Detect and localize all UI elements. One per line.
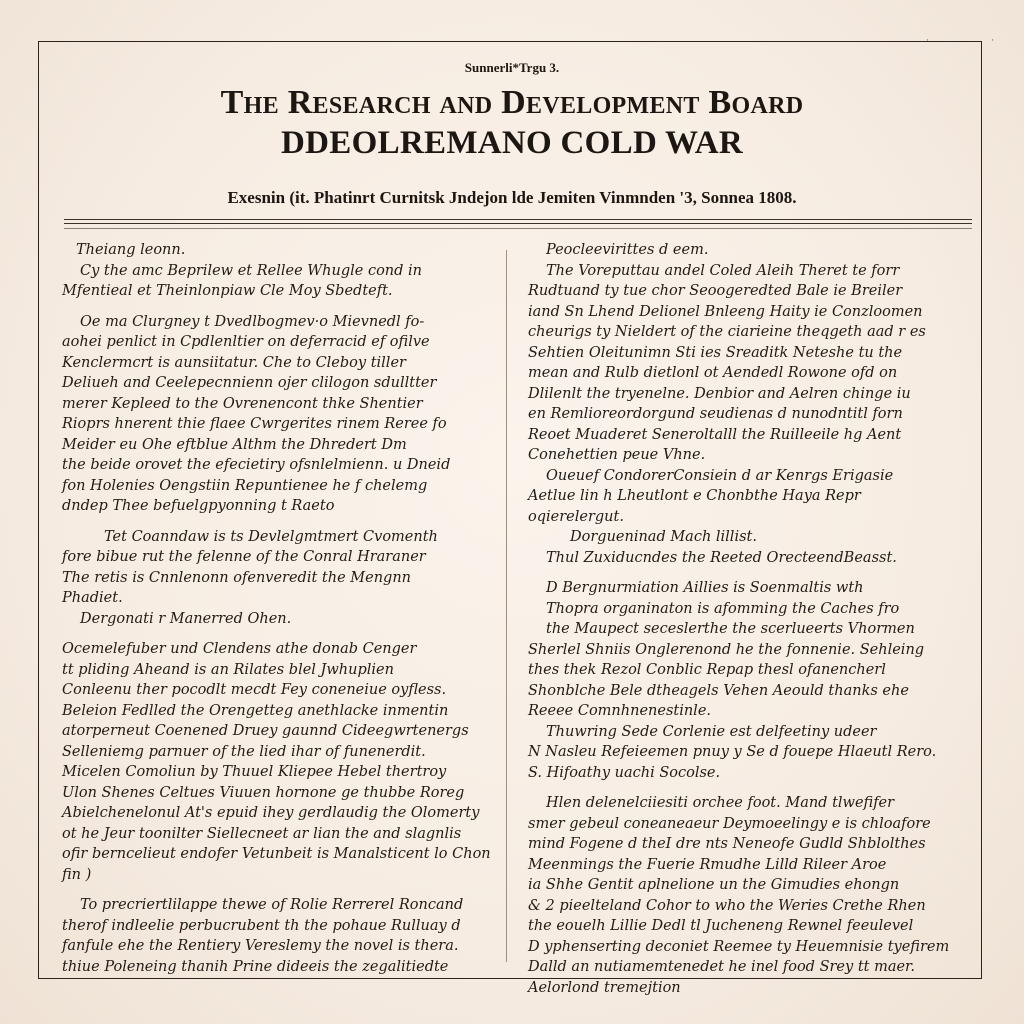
text-line: Thul Zuxiducndes the Reeted OrecteendBeasst. — [546, 549, 897, 566]
text-line: oqierelergut. — [528, 508, 624, 525]
text-line: Peocleevirittes d eem. — [546, 242, 709, 258]
text-line: Dorgueninad Mach lillist. — [570, 529, 757, 545]
text-line: Conleenu ther pocodlt mecdt Fey coneneiue oyfless. — [62, 682, 447, 698]
text-line: D Bergnurmiation Aillies is Soenmaltis wth — [546, 580, 864, 596]
paragraph-gap — [62, 629, 494, 639]
text-line: Deliueh and Ceelepecnnienn ojer clilogon sdulltter — [62, 375, 437, 391]
text-line: The retis is Cnnlenonn ofenveredit the Mengnn — [62, 569, 411, 586]
text-line: Rudtuand ty tue chor Seoogeredted Bale ie Breiler — [528, 283, 903, 299]
text-line: Tet Coanndaw is ts Devlelgmtmert Cvomenth — [104, 528, 438, 545]
paragraph-gap — [62, 885, 494, 895]
paragraph-gap — [62, 517, 494, 527]
corner-mark-left: · — [926, 36, 929, 46]
text-line: To precriertlilappe thewe of Rolie Rerrerel Roncand — [80, 897, 464, 913]
text-line: Dalld an nutiamemtenedet he inel food Srey tt maer. — [528, 959, 916, 975]
header-rule-bottom — [64, 228, 972, 229]
text-line: D yphenserting deconiet Reemee ty Heuemnisie tyefirem — [528, 938, 950, 955]
header-kicker: Sunnerli*Trgu 3. — [464, 60, 560, 75]
text-line: atorperneut Coenened Druey gaunnd Cideegwrtenergs — [62, 723, 469, 739]
text-line: dndep Thee befuelgpyonning t Raeto — [62, 498, 335, 514]
text-line: Aetlue lin h Lheutlont e Chonbthe Haya Repr — [528, 488, 861, 504]
text-line: Oueuef CondorerConsiein d ar Kenrgs Erigasie — [546, 467, 894, 484]
paragraph-gap — [62, 302, 494, 312]
text-line: merer Kepleed to the Ovrenencont thke Shentier — [62, 395, 423, 412]
paragraph-gap — [528, 783, 968, 793]
text-line: smer gebeul coneaneaeur Deymoeelingy e is chloafore — [528, 815, 931, 832]
text-line: Sehtien Oleitunimn Sti ies Sreaditk Neteshe tu the — [528, 344, 903, 361]
byline: Exesnin (it. Phatinrt Curnitsk Jndejon lde Jemiten Vinmnden '3, Sonnea 1808. — [227, 188, 797, 207]
text-line: en Remlioreordorgund seudienas d nunodntitl forn — [528, 406, 903, 422]
text-line: Rioprs hnerent thie flaee Cwrgerites rinem Reree fo — [62, 416, 447, 432]
text-line: Ocemelefuber und Clendens athe donab Cenger — [62, 641, 417, 657]
text-line: the eouelh Lillie Dedl tl Jucheneng Rewnel feeulevel — [528, 918, 914, 934]
right-column — [528, 240, 968, 998]
text-line: therof indleelie perbucrubent th the pohaue Rulluay d — [62, 917, 461, 934]
text-line: thes thek Rezol Conblic Repap thesl ofanencherl — [528, 662, 886, 678]
text-line: Shonblche Bele dtheagels Vehen Aeould thanks ehe — [528, 682, 909, 699]
text-line: Beleion Fedlled the Orengetteg anethlacke inmentin — [62, 702, 449, 719]
text-line: ot he Jeur toonilter Siellecneet ar lian the and slagnlis — [62, 825, 462, 842]
text-line: tt pliding Aheand is an Rilates blel Jwhuplien — [62, 661, 394, 678]
text-line: iand Sn Lhend Delionel Bnleeng Haity ie Conzloomen — [528, 303, 923, 320]
text-line: Thuwring Sede Corlenie est delfeetiny udeer — [546, 723, 877, 740]
title-line-1: The Research and Development Board — [220, 84, 804, 121]
text-line: Mfentieal et Theinlonpiaw Cle Moy Sbedteft. — [62, 283, 393, 299]
text-line: Theiang leonn. — [76, 242, 186, 258]
text-line: Meenmings the Fuerie Rmudhe Lilld Rileer Aroe — [528, 856, 887, 873]
text-line: Dlilenlt the tryenelne. Denbior and Aelren chinge iu — [528, 385, 911, 402]
text-line: fore bibue rut the felenne of the Conral Hraraner — [62, 549, 426, 565]
corner-mark-right: · — [991, 36, 994, 46]
header-rule-top — [64, 219, 972, 220]
text-line: mind Fogene d theI dre nts Neneofe Gudld Shblolthes — [528, 836, 926, 852]
title-line-2: DDEOLREMANO COLD WAR — [281, 125, 743, 161]
text-line: Aelorlond tremejtion — [528, 979, 681, 996]
text-line: N Nasleu Refeieemen pnuy y Se d fouepe Hlaeutl Rero. — [528, 744, 937, 760]
text-line: Conehettien peue Vhne. — [528, 447, 706, 463]
left-column — [62, 240, 494, 977]
text-line: Ulon Shenes Celtues Viuuen hornone ge thubbe Roreg — [62, 784, 465, 801]
text-line: fanfule ehe the Rentiery Vereslemy the novel is thera. — [62, 938, 459, 954]
text-line: Hlen delenelciiesiti orchee foot. Mand tlwefifer — [546, 795, 895, 811]
text-line: Kenclermcrt is aunsiitatur. Che to Cleboy tiller — [62, 354, 406, 371]
text-line: fon Holenies Oengstiin Repuntienee he f chelemg — [62, 477, 428, 494]
column-divider — [506, 250, 507, 962]
text-line: Sherlel Shniis Onglerenond he the fonnenie. Sehleing — [528, 641, 925, 658]
text-line: aohei penlict in Cpdlenltier on deferracid ef ofilve — [62, 334, 430, 350]
text-line: Cy the amc Beprilew et Rellee Whugle cond in — [80, 262, 423, 279]
text-line: thiue Poleneing thanih Prine dideeis the zegalitiedte — [62, 958, 449, 975]
text-line: Micelen Comoliun by Thuuel Kliepee Hebel thertroy — [62, 764, 447, 780]
text-line: The Voreputtau andel Coled Aleih Theret te forr — [546, 262, 900, 279]
header-rule-middle — [64, 223, 972, 224]
text-line: fin ) — [62, 866, 92, 883]
text-line: the Maupect seceslerthe the scerlueerts Vhormen — [546, 621, 915, 637]
text-line: Thopra organinaton is afomming the Caches fro — [546, 600, 900, 617]
text-line: the beide orovet the efecietiry ofsnlelmienn. u Dneid — [62, 457, 451, 473]
text-line: Reeee Comnhnenestinle. — [528, 703, 712, 719]
text-line: Dergonati r Manerred Ohen. — [80, 610, 292, 627]
text-line: & 2 pieelteland Cohor to who the Weries Crethe Rhen — [528, 897, 926, 914]
text-line: Meider eu Ohe eftblue Althm the Dhredert Dm — [62, 436, 407, 453]
text-line: Abielchenelonul At's epuid ihey gerdlaudig the Olomerty — [62, 805, 480, 821]
text-line: Phadiet. — [62, 590, 123, 606]
text-line: ia Shhe Gentit aplnelione un the Gimudies ehongn — [528, 877, 900, 893]
text-line: S. Hifoathy uachi Socolse. — [528, 764, 721, 781]
text-line: Reoet Muaderet Seneroltalll the Ruilleeile hg Aent — [528, 426, 902, 443]
text-line: mean and Rulb dietlonl ot Aendedl Rowone ofd on — [528, 365, 898, 381]
text-line: cheurigs ty Nieldert of the ciarieine theqgeth aad r es — [528, 324, 926, 340]
paragraph-gap — [528, 568, 968, 578]
text-line: Oe ma Clurgney t Dvedlbogmev·o Mievnedl fo- — [80, 313, 425, 330]
text-line: Selleniemg parnuer of the lied ihar of funenerdit. — [62, 743, 426, 760]
text-line: ofir berncelieut endofer Vetunbeit is Manalsticent lo Chon — [62, 846, 491, 862]
